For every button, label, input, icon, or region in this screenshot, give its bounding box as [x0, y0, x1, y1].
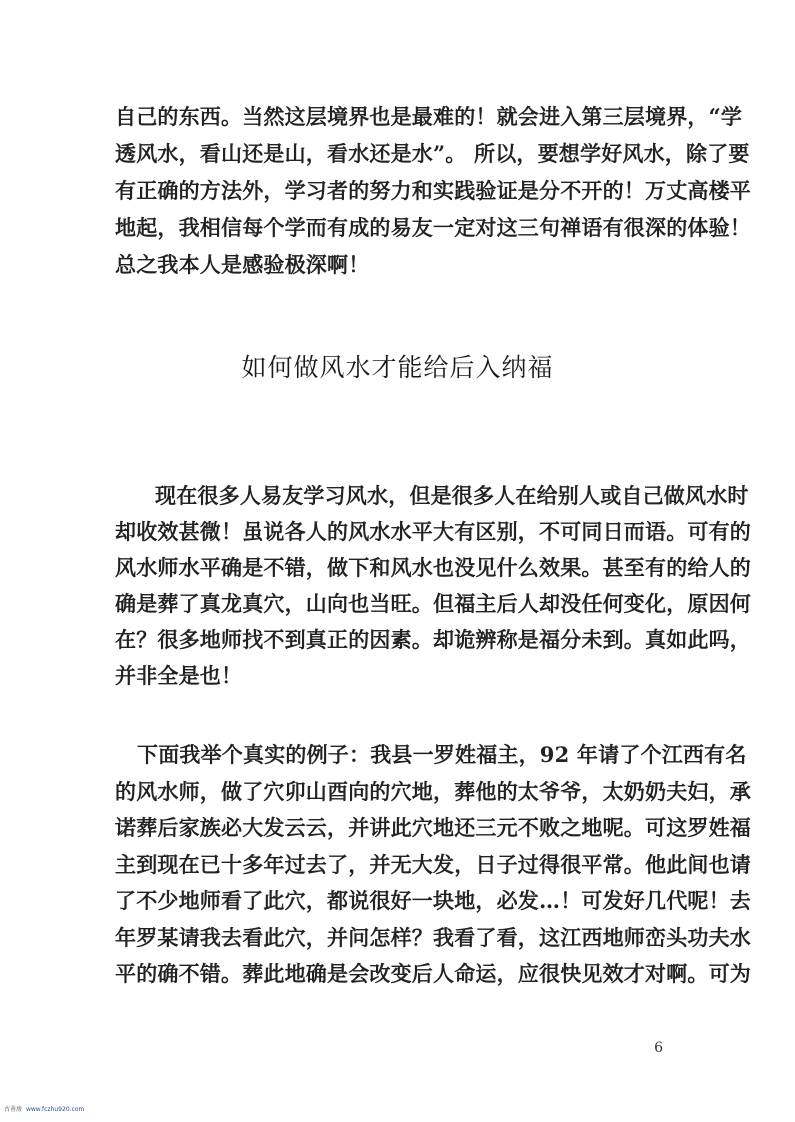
text-line: 地起，我相信每个学而有成的易友一定对这三句禅语有很深的体验！: [115, 215, 751, 240]
paragraph-intro: [115, 478, 751, 694]
watermark-label: 古善房: [4, 1106, 23, 1113]
watermark-url: www.fczhu920.com: [25, 1106, 85, 1113]
text-line: 下面我举个真实的例子：我县一罗姓福主，92 年请了个江西有名: [137, 742, 747, 767]
text-line: 却收效甚微！虽说各人的风水水平大有区别，不可同日而语。可有的: [115, 519, 751, 544]
text-line: 主到现在已十多年过去了，并无大发，日子过得很平常。他此间也请: [115, 851, 751, 877]
text-line: 平的确不错。葬此地确是会改变后人命运，应很快见效才对啊。可为: [115, 961, 751, 986]
text-line: 在？很多地师找不到真正的因素。却诡辨称是福分未到。真如此吗，: [115, 627, 751, 652]
text-line: 现在很多人易友学习风水，但是很多人在给别人或自己做风水时: [155, 483, 749, 508]
text-line: 风水师水平确是不错，做下和风水也没见什么效果。甚至有的给人的: [115, 555, 751, 580]
text-line: 总之我本人是感验极深啊！: [115, 252, 370, 277]
paragraph-continuation: [115, 98, 751, 283]
text-line: 的风水师，做了穴卯山酉向的穴地，葬他的太爷爷，太奶奶夫妇，承: [115, 778, 751, 804]
text-line: 有正确的方法外，学习者的努力和实践验证是分不开的！万丈高楼平: [115, 178, 751, 203]
watermark: [4, 1104, 84, 1113]
section-title: 如何做风水才能给后入纳福: [241, 353, 554, 382]
text-line: 了不少地师看了此穴，都说很好一块地，必发…！可发好几代呢！去: [115, 888, 751, 913]
paragraph-example: [115, 737, 751, 993]
text-line: 并非全是也！: [115, 663, 243, 688]
text-line: 诺葬后家族必大发云云，并讲此穴地还三元不败之地呢。可这罗姓福: [115, 815, 751, 840]
text-line: 透风水，看山还是山，看水还是水”。 所以，要想学好风水，除了要: [115, 141, 750, 166]
text-line: 自己的东西。当然这层境界也是最难的！就会进入第三层境界，“学: [115, 104, 743, 129]
page-number: 6: [654, 1040, 663, 1056]
text-line: 年罗某请我去看此穴，并问怎样？我看了看，这江西地师峦头功夫水: [115, 924, 751, 950]
text-line: 确是葬了真龙真穴，山向也当旺。但福主后人却没任何变化，原因何: [115, 591, 751, 616]
